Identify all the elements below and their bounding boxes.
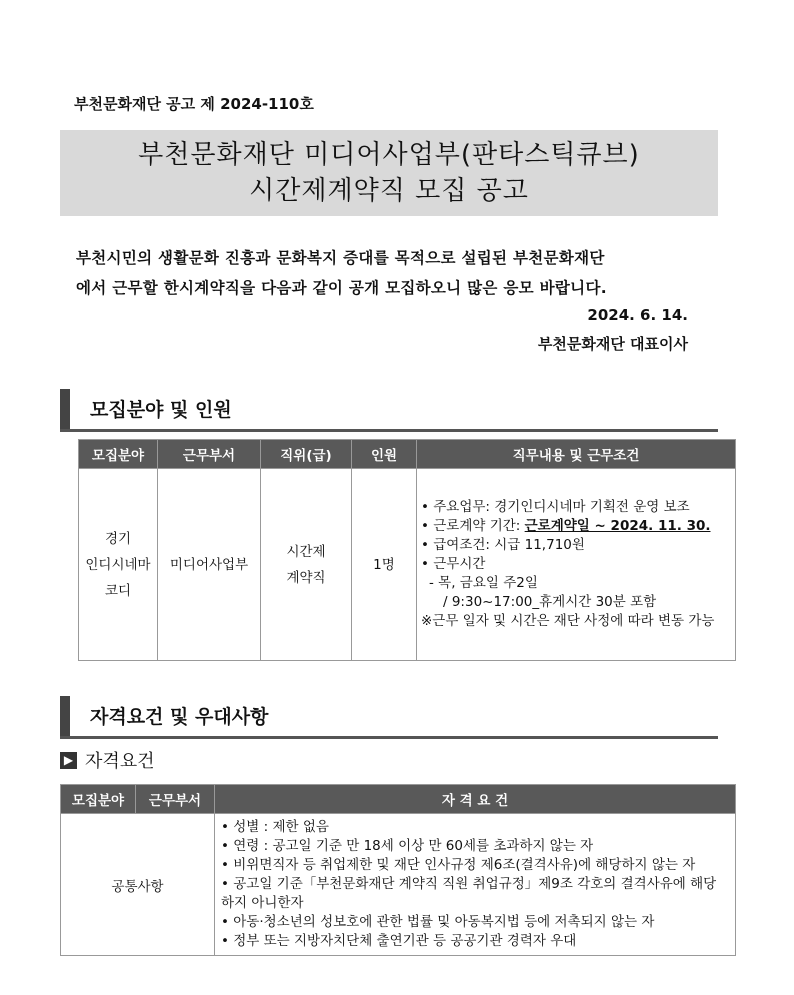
requirement-item: • 성별 : 제한 없음 xyxy=(221,819,329,835)
notice-number: 부천문화재단 공고 제 2024-110호 xyxy=(74,95,314,113)
intro-line1: 부천시민의 생활문화 진흥과 문화복지 증대를 목적으로 설립된 부천문화재단 xyxy=(76,249,605,267)
subsection-title: 자격요건 xyxy=(85,751,155,772)
requirement-item: • 정부 또는 지방자치단체 출연기관 등 공공기관 경력자 우대 xyxy=(221,933,577,949)
table-header-row xyxy=(79,440,736,469)
section1-header xyxy=(60,389,718,432)
col-position: 직위(급) xyxy=(261,440,352,469)
table-header-row xyxy=(61,785,736,814)
position-line2: 계약직 xyxy=(286,569,326,586)
section1-title: 모집분야 및 인원 xyxy=(90,399,232,421)
field-line1: 경기 xyxy=(104,530,132,547)
duty-period-value: 근로계약일 ~ 2024. 11. 30. xyxy=(524,518,711,534)
col-dept: 근무부서 xyxy=(136,785,215,814)
requirement-item: • 아동·청소년의 성보호에 관한 법률 및 아동복지법 등에 저촉되지 않는 자 xyxy=(221,914,655,930)
table-row xyxy=(61,814,736,956)
qualification-table xyxy=(60,784,736,956)
field-line2: 인디시네마 xyxy=(85,556,151,573)
section2-title: 자격요건 및 우대사항 xyxy=(90,706,269,728)
position-line1: 시간제 xyxy=(286,543,326,560)
notice-date: 2024. 6. 14. xyxy=(587,306,688,324)
common-label: 공통사항 xyxy=(61,814,215,956)
col-duty: 직무내용 및 근무조건 xyxy=(417,440,736,469)
col-requirements: 자 격 요 건 xyxy=(215,785,736,814)
title-box xyxy=(60,130,718,216)
duty-note: ※근무 일자 및 시간은 재단 사정에 따라 변동 가능 xyxy=(421,613,715,629)
duty-time: / 9:30~17:00_휴게시간 30분 포함 xyxy=(443,594,657,610)
arrow-right-icon: ▶ xyxy=(60,752,77,769)
requirement-item: • 공고일 기준「부천문화재단 계약직 직원 취업규정」제9조 각호의 결격사유에 해당하지 아니한자 xyxy=(221,876,717,911)
col-count: 인원 xyxy=(352,440,417,469)
duty-period-label: • 근로계약 기간: xyxy=(421,518,525,534)
subsection-header xyxy=(60,747,155,773)
duty-period xyxy=(421,517,733,536)
col-field: 모집분야 xyxy=(61,785,136,814)
section-bar xyxy=(60,696,70,736)
count-cell: 1명 xyxy=(352,469,417,661)
section-bar xyxy=(60,389,70,429)
duty-hours: • 근무시간 xyxy=(421,556,486,572)
signer: 부천문화재단 대표이사 xyxy=(537,335,688,353)
position-cell xyxy=(261,469,352,661)
dept-cell: 미디어사업부 xyxy=(158,469,261,661)
page-title-line2: 시간제계약직 모집 공고 xyxy=(249,176,529,206)
section2-header xyxy=(60,696,718,739)
requirement-item: • 연령 : 공고일 기준 만 18세 이상 만 60세를 초과하지 않는 자 xyxy=(221,838,594,854)
intro-line2: 에서 근무할 한시계약직을 다음과 같이 공개 모집하오니 많은 응모 바랍니다. xyxy=(76,279,607,297)
requirements-cell xyxy=(215,814,736,956)
duty-main: • 주요업무: 경기인디시네마 기획전 운영 보조 xyxy=(421,499,690,515)
recruitment-table xyxy=(78,439,736,661)
col-dept: 근무부서 xyxy=(158,440,261,469)
field-line3: 코디 xyxy=(104,582,132,599)
col-field: 모집분야 xyxy=(79,440,158,469)
duty-days: - 목, 금요일 주2일 xyxy=(429,575,538,591)
duty-cell xyxy=(417,469,736,661)
table-row xyxy=(79,469,736,661)
duty-pay: • 급여조건: 시급 11,710원 xyxy=(421,537,585,553)
page-title-line1: 부천문화재단 미디어사업부(판타스틱큐브) xyxy=(138,140,640,170)
requirement-item: • 비위면직자 등 취업제한 및 재단 인사규정 제6조(결격사유)에 해당하지 않는 자 xyxy=(221,857,696,873)
field-cell xyxy=(79,469,158,661)
intro-paragraph xyxy=(76,243,716,303)
